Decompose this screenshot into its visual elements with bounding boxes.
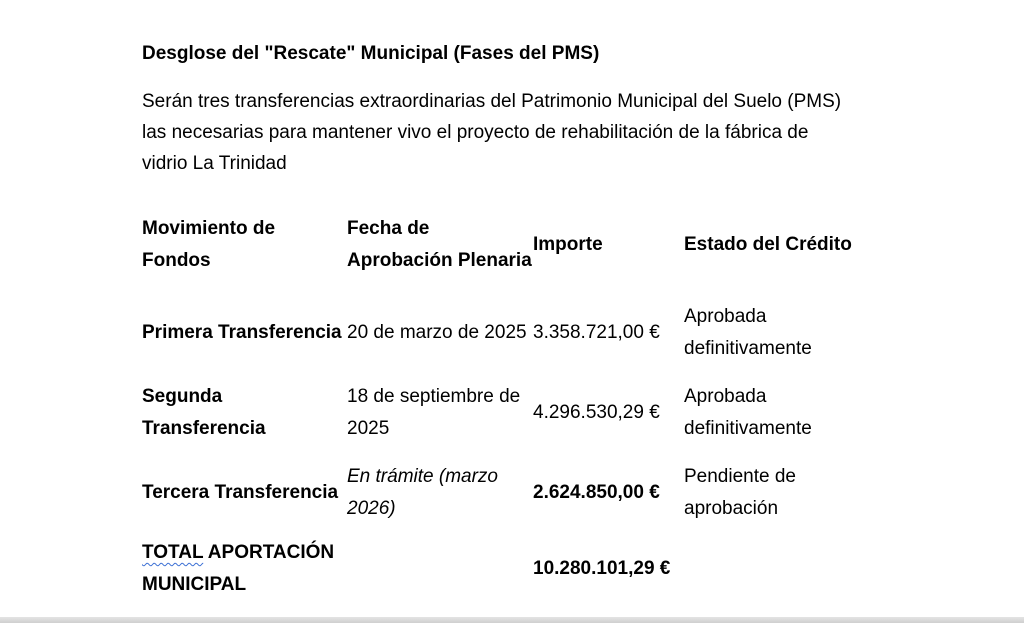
cell-movement: Tercera Transferencia [142,482,339,503]
header-status: Estado del Crédito [684,234,852,255]
cell-date: 18 de septiembre de 2025 [347,386,521,439]
header-movement: Movimiento de Fondos [142,218,276,271]
cell-date: En trámite (marzo 2026) [347,466,498,519]
cell-amount: 2.624.850,00 € [533,482,660,503]
cell-movement: Segunda Transferencia [142,386,266,439]
total-label [142,533,347,605]
cell-status: Pendiente de aprobación [684,466,796,519]
table-row [142,293,884,373]
document-intro: Serán tres transferencias extraordinarias del Patrimonio Municipal del Suelo (PMS) las necesarias para mantener vivo el proyecto de rehabilitación de la fábrica de vidrio La Trinidad [142,91,842,174]
header-amount: Importe [533,234,603,255]
cell-amount: 3.358.721,00 € [533,322,660,343]
document-title: Desglose del "Rescate" Municipal (Fases del PMS) [142,43,600,64]
cell-status: Aprobada definitivamente [684,386,812,439]
total-date-empty [347,533,533,605]
page-bottom-edge [0,617,1024,623]
cell-amount: 4.296.530,29 € [533,402,660,423]
cell-movement: Primera Transferencia [142,322,342,343]
table-header-row [142,197,884,293]
header-date: Fecha de Aprobación Plenaria [347,218,532,271]
total-label-rest: APORTACIÓN MUNICIPAL [142,542,335,595]
document-body [142,40,902,595]
funds-table [142,197,884,605]
cell-status: Aprobada definitivamente [684,306,812,359]
table-total-row [142,533,884,605]
cell-date: 20 de marzo de 2025 [347,322,527,343]
total-amount: 10.280.101,29 € [533,558,671,579]
total-label-word1: TOTAL [142,542,204,563]
total-status-empty [684,533,884,605]
table-row [142,453,884,533]
table-row [142,373,884,453]
